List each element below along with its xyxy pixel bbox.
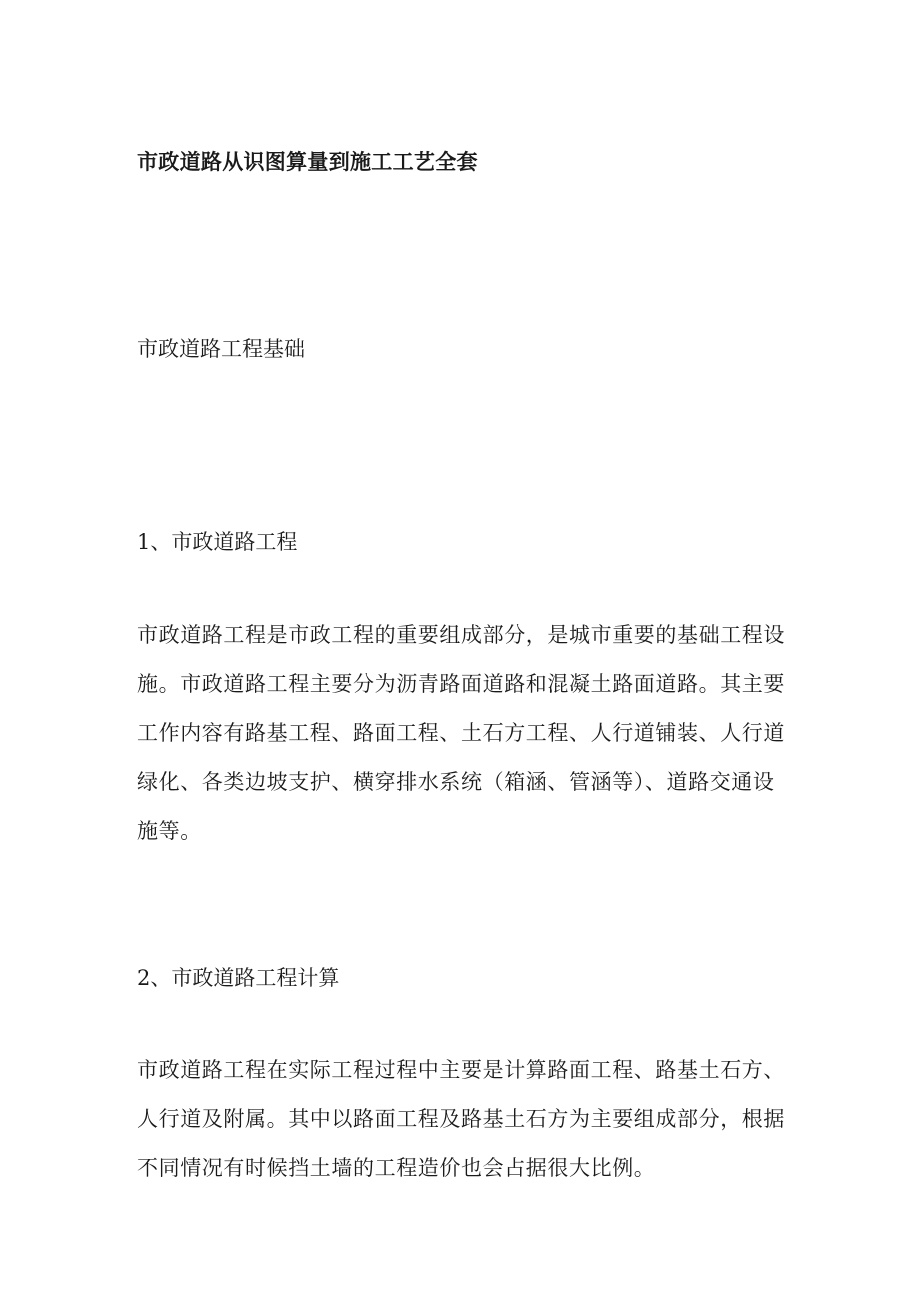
paragraph-line: 市政道路工程是市政工程的重要组成部分，是城市重要的基础工程设 — [137, 623, 785, 647]
section-heading-2: 2、市政道路工程计算 — [137, 966, 340, 990]
paragraph-line: 施等。 — [137, 819, 202, 843]
document-title: 市政道路从识图算量到施工工艺全套 — [137, 150, 478, 174]
section-paragraph-2 — [137, 1046, 797, 1193]
section-heading-1: 1、市政道路工程 — [137, 530, 298, 554]
paragraph-line: 工作内容有路基工程、路面工程、土石方工程、人行道铺装、人行道 — [137, 721, 785, 745]
paragraph-line: 施。市政道路工程主要分为沥青路面道路和混凝土路面道路。其主要 — [137, 672, 785, 696]
paragraph-line: 绿化、各类边坡支护、横穿排水系统（箱涵、管涵等）、道路交通设 — [137, 770, 775, 794]
paragraph-line: 不同情况有时候挡土墙的工程造价也会占据很大比例。 — [137, 1156, 656, 1180]
section-paragraph-1 — [137, 611, 797, 856]
paragraph-line: 市政道路工程在实际工程过程中主要是计算路面工程、路基土石方、 — [137, 1058, 785, 1082]
paragraph-line: 人行道及附属。其中以路面工程及路基土石方为主要组成部分，根据 — [137, 1107, 785, 1131]
intro-heading: 市政道路工程基础 — [137, 337, 305, 361]
